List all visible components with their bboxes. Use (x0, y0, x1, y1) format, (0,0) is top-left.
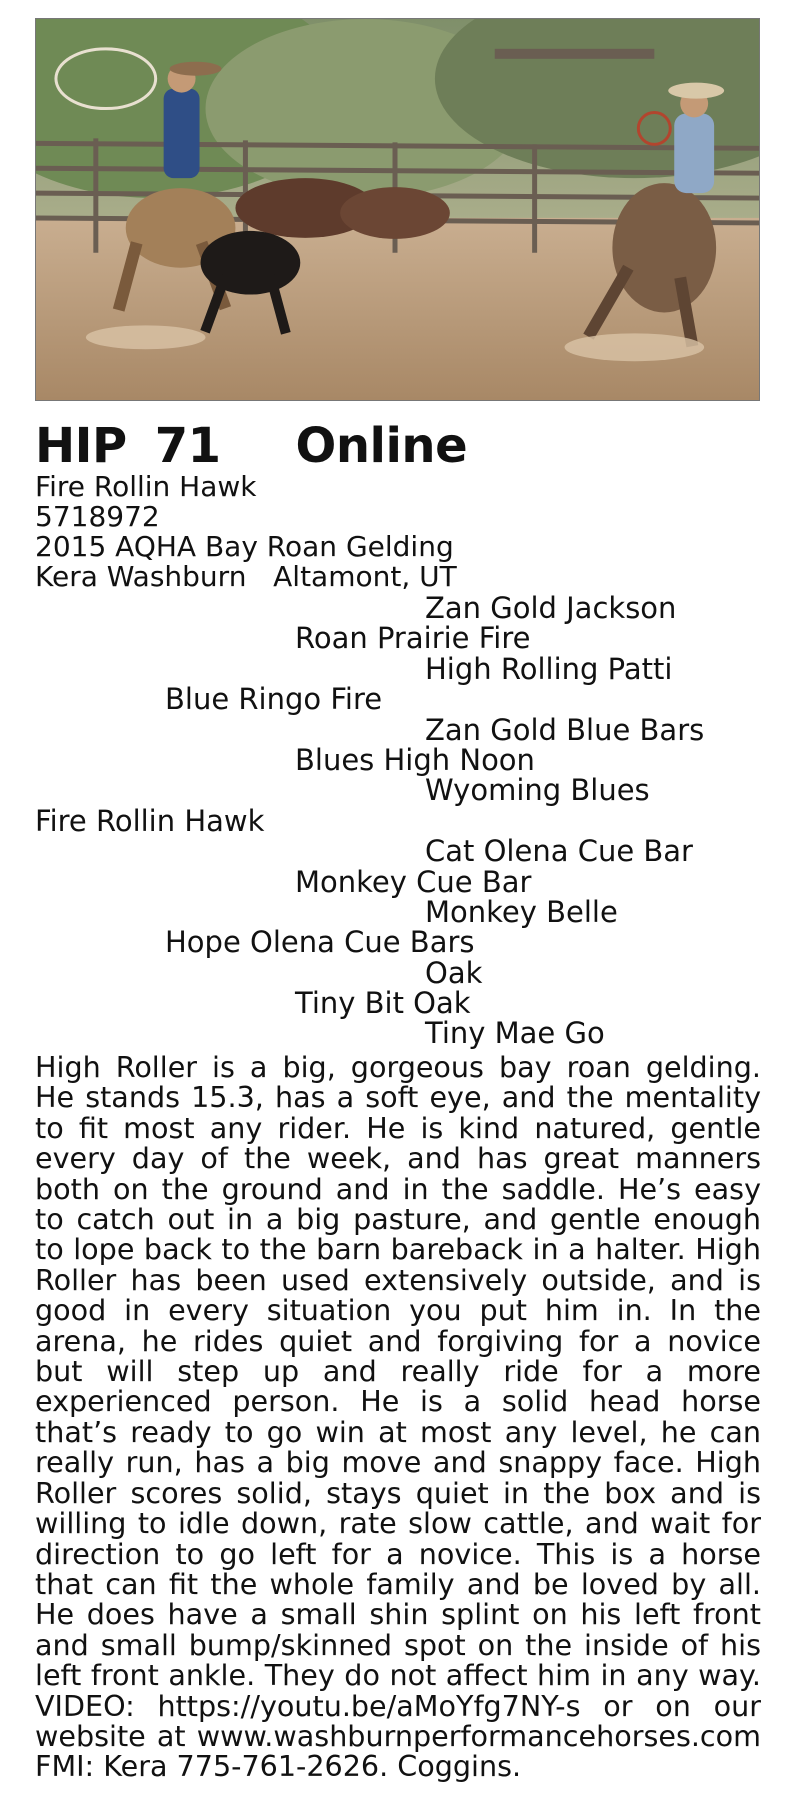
hip-label: HIP (35, 418, 127, 474)
horse-details: 2015 AQHA Bay Roan Gelding (35, 530, 454, 563)
pedigree-subject: Fire Rollin Hawk (35, 803, 265, 838)
pedigree-dam-dam-dam: Tiny Mae Go (425, 1016, 605, 1051)
pedigree-sire-sire-dam: High Rolling Patti (425, 651, 673, 686)
pedigree-dam-dam-sire: Oak (425, 955, 483, 990)
sale-status: Online (295, 418, 468, 474)
pedigree-dam: Hope Olena Cue Bars (165, 925, 475, 960)
pedigree-dam-sire-dam: Monkey Belle (425, 894, 618, 929)
hip-number: 71 (154, 418, 221, 474)
pedigree-sire: Blue Ringo Fire (165, 682, 383, 717)
pedigree-dam-dam: Tiny Bit Oak (295, 986, 471, 1021)
pedigree-sire-dam-sire: Zan Gold Blue Bars (425, 712, 705, 747)
pedigree-sire-dam-dam: Wyoming Blues (425, 773, 650, 808)
pedigree (0, 593, 793, 1049)
hip-heading (35, 420, 467, 472)
pedigree-dam-sire-sire: Cat Olena Cue Bar (425, 834, 693, 869)
horse-info (35, 472, 457, 592)
pedigree-sire-sire: Roan Prairie Fire (295, 621, 531, 656)
pedigree-sire-sire-sire: Zan Gold Jackson (425, 591, 677, 625)
consignor: Kera Washburn Altamont, UT (35, 560, 457, 593)
pedigree-dam-sire: Monkey Cue Bar (295, 864, 532, 899)
horse-name: Fire Rollin Hawk (35, 470, 257, 503)
pedigree-sire-dam: Blues High Noon (295, 742, 535, 777)
horse-description: High Roller is a big, gorgeous bay roan gelding. He stands 15.3, has a soft eye, and the mentality to fit most any rider. He is kind natured, gentle every day of the week, and has great manners both on the ground and in the saddle. He’s easy to catch out in a big pasture, and gentle enough to lope back to the barn bareback in a halter. High Roller has been used extensively outside, and is good in every situation you put him in. In the arena, he rides quiet and forgiving for a novice but will step up and really ride for a more experienced person. He is a solid head horse that’s ready to go win at most any level, he can really run, has a big move and snappy face. High Roller scores solid, stays quiet in the box and is willing to idle down, rate slow cattle, and wait for direction to go left for a novice. This is a horse that can fit the whole family and be loved by all. He does have a small shin splint on his left front and small bump/skinned spot on the inside of his left front ankle. They do not affect him in any way. VIDEO: https://youtu.be/aMoYfg7NY-s or on our website at www.washburnperformancehorses.com FMI: Kera 775-761-2626. Coggins. (35, 1050, 761, 1784)
roping-scene-illustration (36, 19, 759, 400)
horse-photo (35, 18, 760, 401)
registration-number: 5718972 (35, 500, 160, 533)
